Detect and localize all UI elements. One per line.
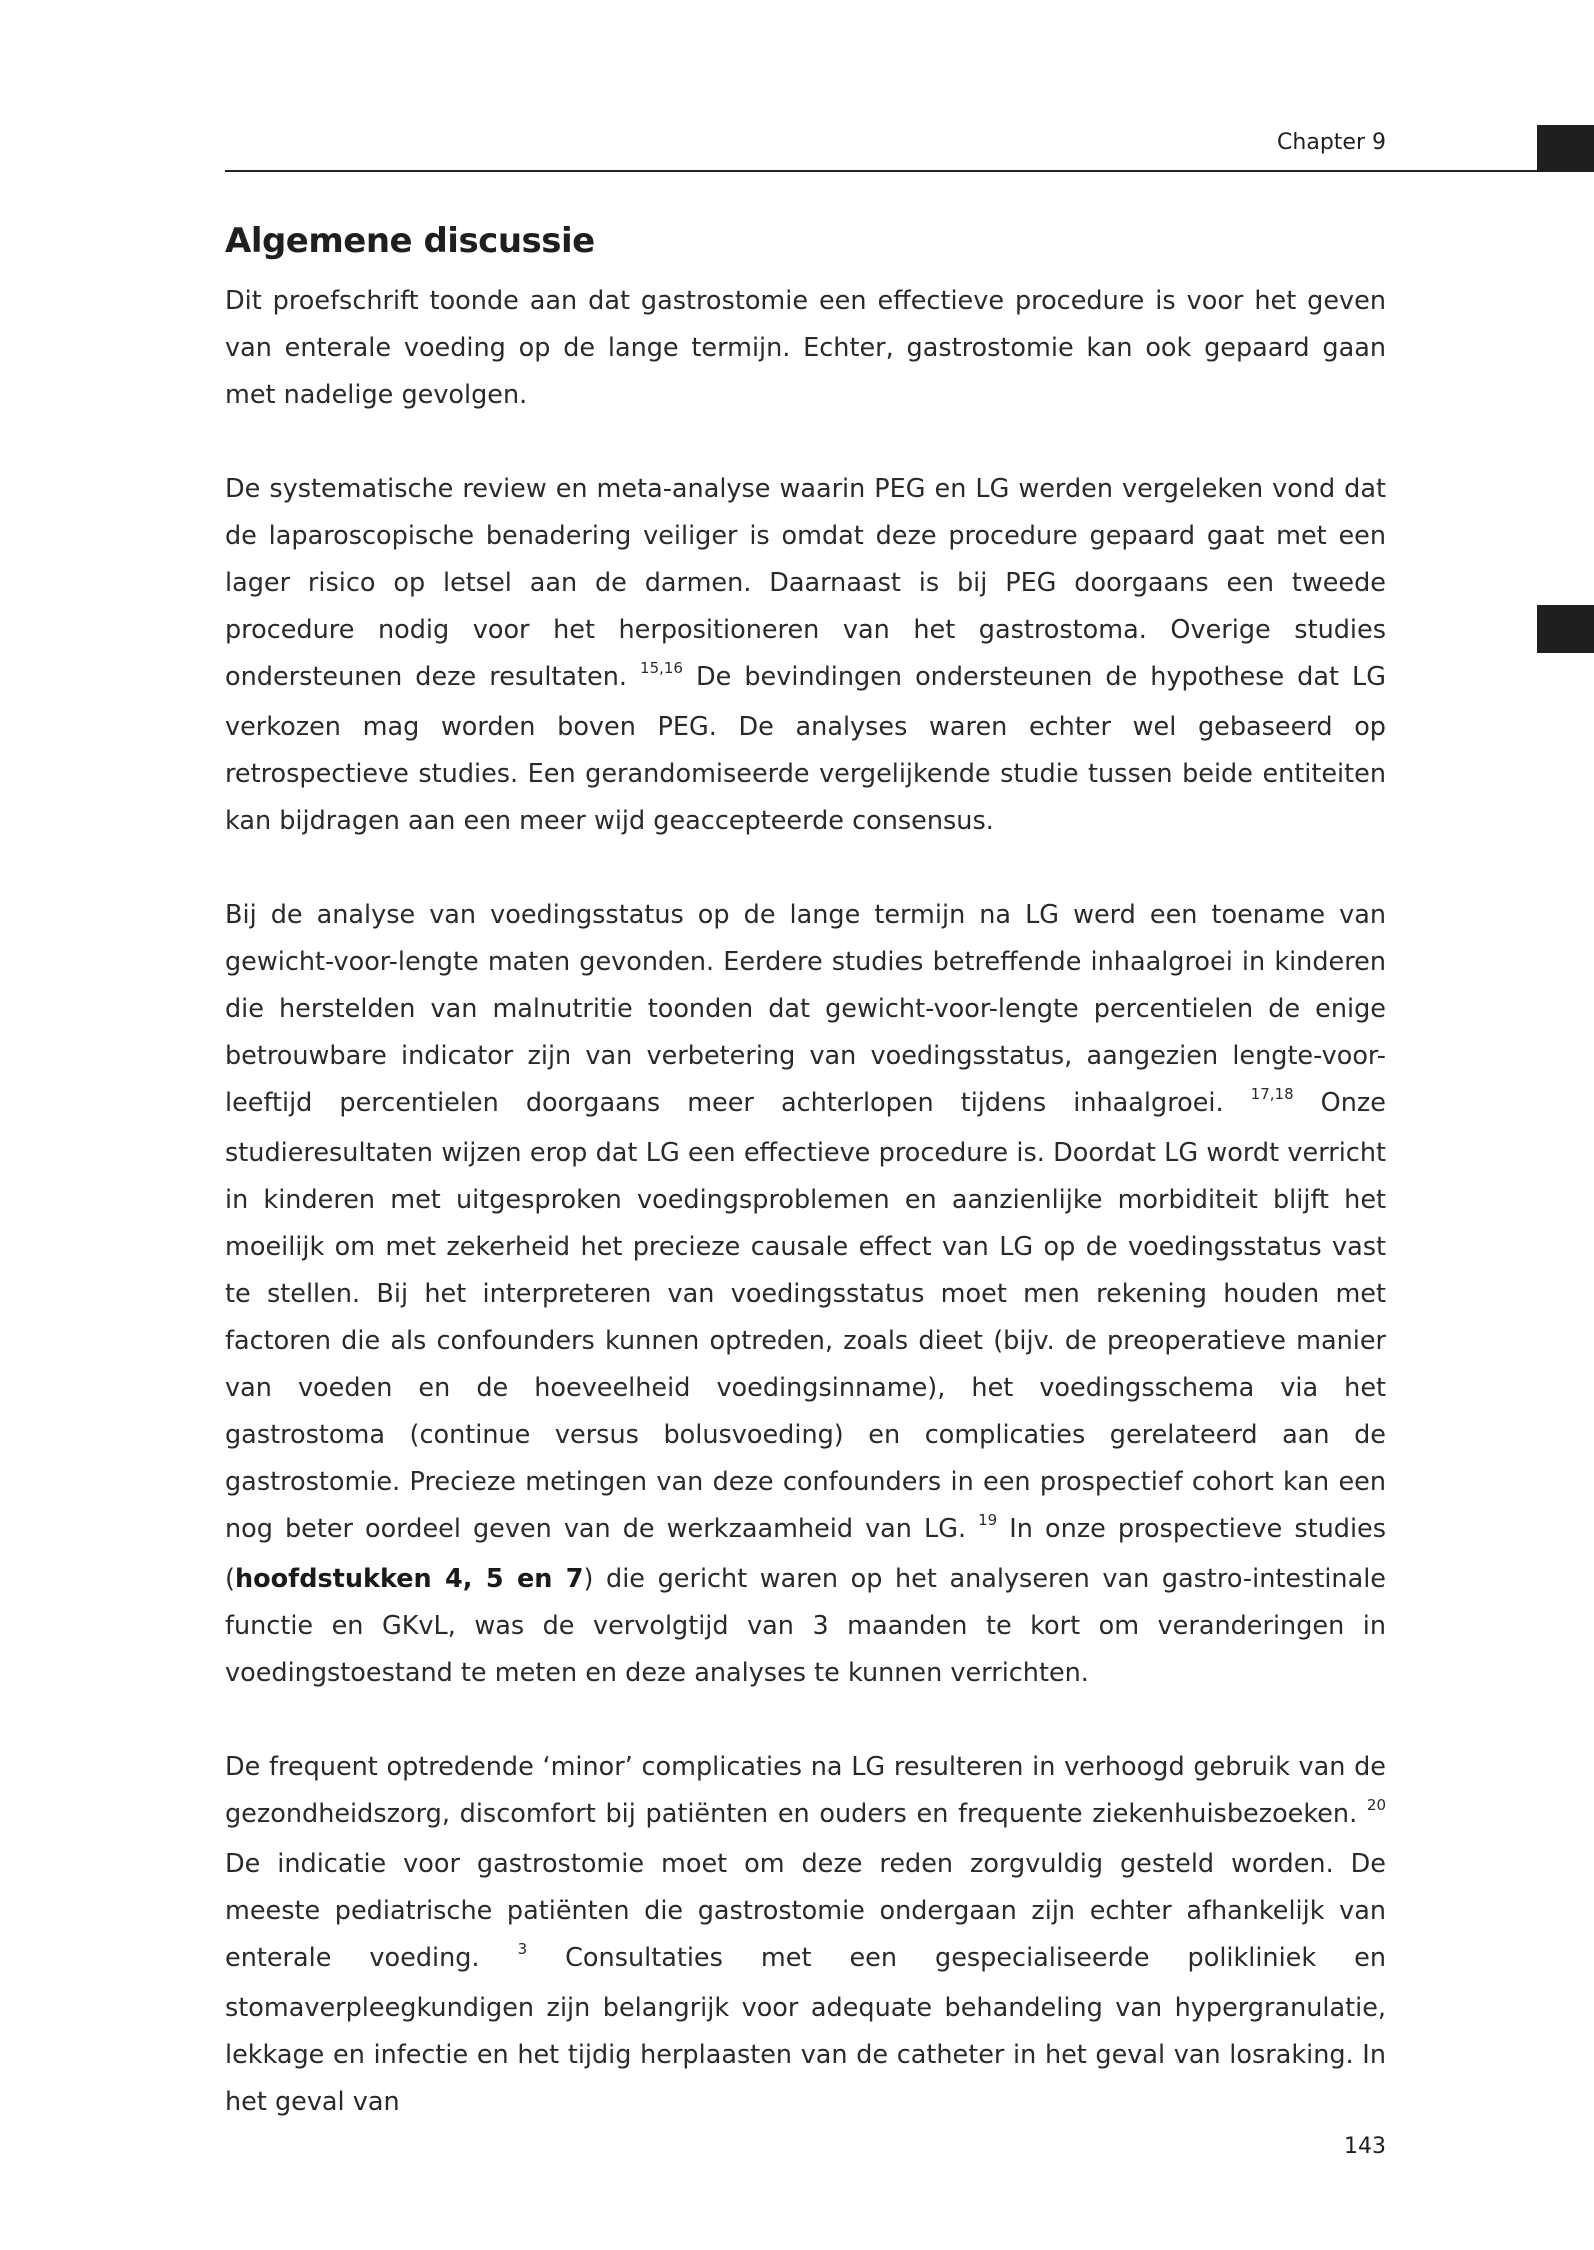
citation-ref: 17,18 (1250, 1085, 1294, 1103)
chapter-reference: hoofdstukken 4, 5 en 7 (234, 1564, 584, 1594)
paragraph-text: De frequent optredende ‘minor’ complicaties na LG resulteren in verhoogd gebruik van de gezondheidszorg, discomfort bij patiënten en ouders en frequente ziekenhuisbezoeken. (225, 1752, 1386, 1829)
citation-ref: 15,16 (640, 659, 683, 677)
paragraph-text: Bij de analyse van voedingsstatus op de lange termijn na LG werd een toename van gewicht-voor-lengte maten gevonden. Eerdere studies betreffende inhaalgroei in kinderen die herstelden van malnutritie toonden dat gewicht-voor-lengte percentielen de enige betrouwbare indicator zijn van verbetering van voedingsstatus, aangezien lengte-voor-leeftijd percentielen doorgaans meer achterlopen tijdens inhaalgroei. (225, 900, 1386, 1118)
paragraph-text: De indicatie voor gastrostomie moet om deze reden zorgvuldig gesteld worden. De meeste pediatrische patiënten die gastrostomie ondergaan zijn echter afhankelijk van enterale voeding. (225, 1849, 1386, 1973)
paragraph-1 (225, 278, 1386, 419)
header-rule (225, 170, 1594, 172)
paragraph-text: Onze studieresultaten wijzen erop dat LG een effectieve procedure is. Doordat LG wordt verricht in kinderen met uitgesproken voedingsproblemen en aanzienlijke morbiditeit blijft het moeilijk om met zekerheid het precieze causale effect van LG op de voedingsstatus vast te stellen. Bij het interpreteren van voedingsstatus moet men rekening houden met factoren die als confounders kunnen optreden, zoals dieet (bijv. de preoperatieve manier van voeden en de hoeveelheid voedingsinname), het voedingsschema via het gastrostoma (continue versus bolusvoeding) en complicaties gerelateerd aan de gastrostomie. Precieze metingen van deze confounders in een prospectief cohort kan een nog beter oordeel geven van de werkzaamheid van LG. (225, 1088, 1386, 1544)
paragraph-text: De systematische review en meta-analyse waarin PEG en LG werden vergeleken vond dat de laparoscopische benadering veiliger is omdat deze procedure gepaard gaat met een lager risico op letsel aan de darmen. Daarnaast is bij PEG doorgaans een tweede procedure nodig voor het herpositioneren van het gastrostoma. Overige studies ondersteunen deze resultaten. (225, 474, 1386, 692)
paragraph-text: Dit proefschrift toonde aan dat gastrostomie een effectieve procedure is voor het geven van enterale voeding op de lange termijn. Echter, gastrostomie kan ook gepaard gaan met nadelige gevolgen. (225, 286, 1386, 410)
page-number: 143 (1344, 2134, 1386, 2159)
paragraph-3 (225, 892, 1386, 1697)
paragraph-4 (225, 1744, 1386, 2126)
citation-ref: 3 (517, 1940, 528, 1958)
chapter-label: Chapter 9 (1277, 130, 1386, 155)
citation-ref: 19 (978, 1511, 998, 1529)
paragraph-text: In onze prospectieve studies ( (225, 1514, 1387, 1594)
citation-ref: 20 (1366, 1796, 1386, 1814)
paragraph-text: De bevindingen ondersteunen de hypothese dat LG verkozen mag worden boven PEG. De analyses waren echter wel gebaseerd op retrospectieve studies. Een gerandomiseerde vergelijkende studie tussen beide entiteiten kan bijdragen aan een meer wijd geaccepteerde consensus. (225, 662, 1386, 836)
body-text (225, 278, 1386, 2173)
paragraph-2 (225, 466, 1386, 845)
chapter-edge-marker (1537, 605, 1594, 653)
paragraph-text: ) die gericht waren op het analyseren van gastro-intestinale functie en GKvL, was de vervolgtijd van 3 maanden te kort om veranderingen in voedingstoestand te meten en deze analyses te kunnen verrichten. (225, 1564, 1386, 1688)
chapter-thumb-tab (1537, 125, 1594, 172)
paragraph-text: Consultaties met een gespecialiseerde polikliniek en stomaverpleegkundigen zijn belangrijk voor adequate behandeling van hypergranulatie, lekkage en infectie en het tijdig herplaasten van de catheter in het geval van losraking. In het geval van (225, 1943, 1386, 2117)
section-title: Algemene discussie (225, 221, 595, 261)
